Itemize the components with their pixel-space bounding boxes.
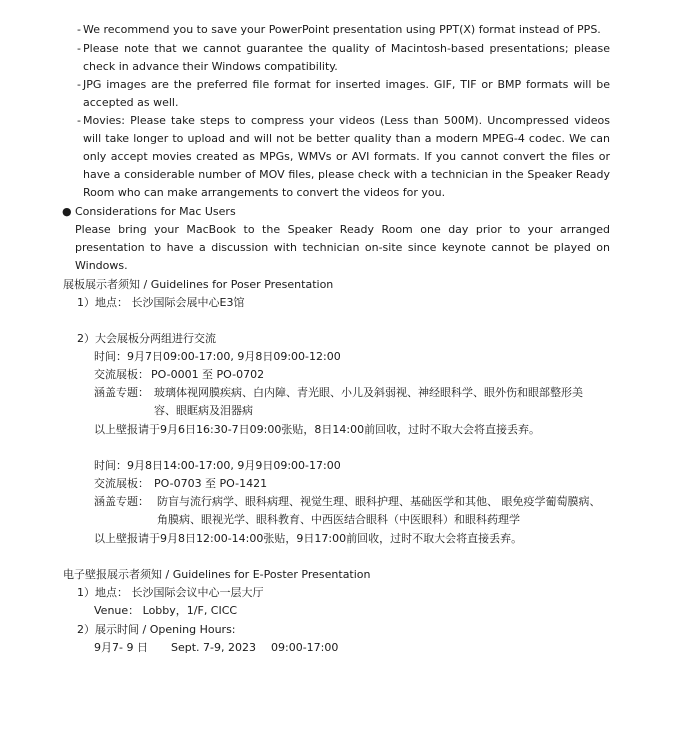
- mac-users-body: Please bring your MacBook to the Speaker Ready Room one day prior to your arranged presentation to have a discussion with technician on-site since keynote cannot be played on Windows.: [75, 223, 610, 272]
- topics-label: 涵盖专题：: [94, 386, 149, 399]
- hours-time: 09:00-17:00: [271, 641, 339, 654]
- poster-location: 1）地点： 长沙国际会展中心E3馆: [77, 296, 245, 309]
- mac-users-section: [62, 203, 610, 275]
- hours-en: Sept. 7-9, 2023: [171, 641, 256, 654]
- bullet-icon: ●: [62, 205, 72, 218]
- group2-note: 以上壁报请于9月8日12:00-14:00张贴，9日17:00前回收，过时不取大会将直接丢弃。: [94, 532, 523, 545]
- list-item-text: JPG images are the preferred file format for inserted images. GIF, TIF or BMP formats will be accepted as well.: [83, 78, 610, 109]
- topics-value: 玻璃体视网膜疾病、白内障、青光眼、小儿及斜弱视、神经眼科学、眼外伤和眼部整形美容、眼眶病及泪器病: [154, 386, 583, 417]
- eposter-location: 1）地点： 长沙国际会议中心一层大厅: [77, 586, 264, 599]
- time-label: 时间：: [94, 459, 127, 472]
- poster-heading: 展板展示者须知 / Guidelines for Poser Presentation: [63, 278, 334, 291]
- list-item: [77, 21, 610, 39]
- group1-note: 以上壁报请于9月6日16:30-7日09:00张贴，8日14:00前回收，过时不取大会将直接丢弃。: [94, 423, 541, 436]
- mac-users-title: Considerations for Mac Users: [75, 205, 236, 218]
- list-item: [77, 112, 610, 202]
- poster-groups-intro: 2）大会展板分两组进行交流: [77, 332, 216, 345]
- eposter-venue: Venue： Lobby，1/F, CICC: [94, 604, 238, 617]
- topics-value: 防盲与流行病学、眼科病理、视觉生理、眼科护理、基础医学和其他、 眼免疫学葡萄膜病、角膜病、眼视光学、眼科教育、中西医结合眼科（中医眼科）和眼科药理学: [157, 495, 601, 526]
- group1-time-row: [94, 348, 341, 366]
- list-item-text: Please note that we cannot guarantee the quality of Macintosh-based presentations; please check in advance their Windows compatibility.: [83, 42, 610, 73]
- list-item: [77, 40, 610, 76]
- topics-label: 涵盖专题：: [94, 495, 149, 508]
- eposter-hours-row: [94, 639, 338, 657]
- dash-marker: -: [77, 78, 81, 91]
- time-label: 时间：: [94, 350, 127, 363]
- boards-value: PO-0703 至 PO-1421: [154, 477, 268, 490]
- list-item: [77, 76, 610, 112]
- group2-time-row: [94, 457, 341, 475]
- group1-boards-row: [94, 366, 264, 384]
- group2-topics-row: [94, 493, 606, 529]
- time-value: 9月8日14:00-17:00, 9月9日09:00-17:00: [127, 459, 341, 472]
- list-item-text: We recommend you to save your PowerPoint presentation using PPT(X) format instead of PPS.: [83, 23, 601, 36]
- dash-marker: -: [77, 23, 81, 36]
- boards-label: 交流展板：: [94, 477, 149, 490]
- eposter-heading: 电子壁报展示者须知 / Guidelines for E-Poster Presentation: [63, 568, 371, 581]
- group1-topics-row: [94, 384, 606, 420]
- dash-marker: -: [77, 114, 81, 127]
- time-value: 9月7日09:00-17:00, 9月8日09:00-12:00: [127, 350, 341, 363]
- dash-marker: -: [77, 42, 81, 55]
- group2-boards-row: [94, 475, 267, 493]
- list-item-text: Movies: Please take steps to compress your videos (Less than 500M). Uncompressed videos will take longer to upload and will not be better quality than a modern MPEG-4 codec. We can only accept movies created as MPGs, WMVs or AVI formats. If you cannot convert the files or have a considerable number of MOV files, please check with a technician in the Speaker Ready Room who can make arrangements to convert the videos for you.: [83, 114, 610, 199]
- eposter-hours-heading: 2）展示时间 / Opening Hours:: [77, 623, 236, 636]
- boards-value: PO-0001 至 PO-0702: [151, 368, 265, 381]
- boards-label: 交流展板：: [94, 368, 149, 381]
- hours-cn: 9月7- 9 日: [94, 641, 148, 654]
